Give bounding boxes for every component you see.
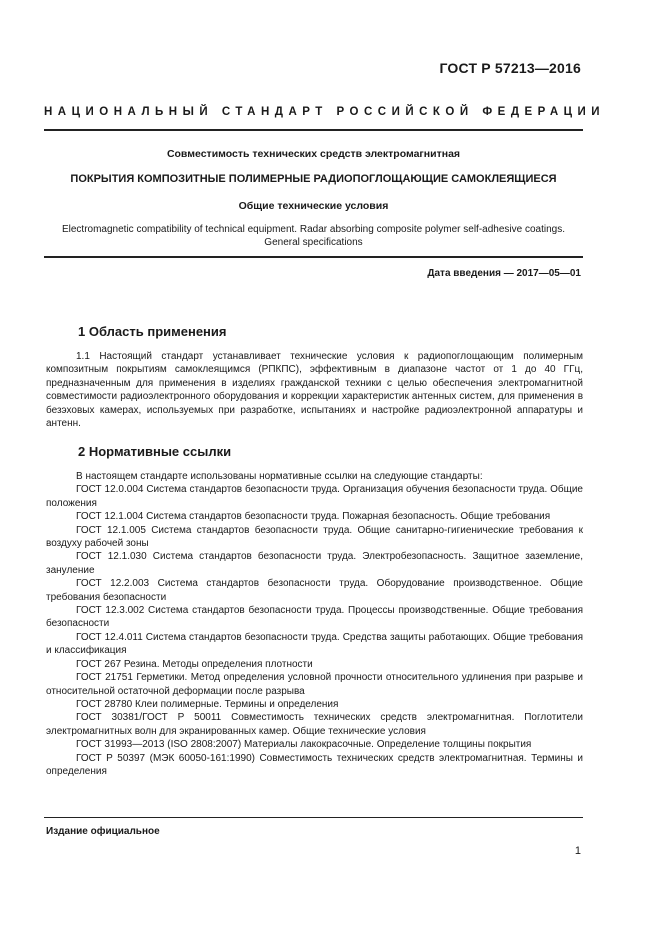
references-intro: В настоящем стандарте использованы нормативные ссылки на следующие стандарты: [76, 471, 483, 482]
section-1-title: 1 Область применения [78, 324, 227, 339]
national-standard-title: НАЦИОНАЛЬНЫЙ СТАНДАРТ РОССИЙСКОЙ ФЕДЕРАЦИИ [44, 106, 606, 118]
reference-item: ГОСТ 12.0.004 Система стандартов безопасности труда. Организация обучения безопасности труда. Общие положения [46, 484, 583, 509]
header-rule [44, 129, 583, 131]
english-title [44, 224, 583, 249]
reference-item: ГОСТ 12.1.004 Система стандартов безопасности труда. Пожарная безопасность. Общие требования [76, 511, 551, 523]
english-title-line-1: Electromagnetic compatibility of technical equipment. Radar absorbing composite polymer self-adhesive coatings. [61, 224, 566, 235]
reference-item: ГОСТ 267 Резина. Методы определения плотности [76, 658, 313, 670]
standard-subtitle: Общие технические условия [238, 200, 389, 212]
reference-item: ГОСТ 12.1.005 Система стандартов безопасности труда. Общие санитарно-гигиенические требования к воздуху рабочей зоны [46, 524, 583, 550]
reference-item: ГОСТ Р 50397 (МЭК 60050-161:1990) Совместимость технических средств электромагнитная. Термины и определения [46, 752, 583, 777]
reference-item: ГОСТ 12.2.003 Система стандартов безопасности труда. Оборудование производственное. Общие требования безопасности [46, 578, 583, 603]
reference-item: ГОСТ 30381/ГОСТ Р 50011 Совместимость технических средств электромагнитная. Поглотители электромагнитных волн для экранированных камер. Общие технические условия [46, 712, 583, 737]
official-edition-label: Издание официальное [46, 826, 160, 837]
standard-family-title: Совместимость технических средств электромагнитная [166, 148, 461, 160]
reference-item: ГОСТ 21751 Герметики. Метод определения условной прочности относительного удлинения при разрыве и относительной остаточной деформации после разрыва [46, 672, 583, 697]
reference-item: ГОСТ 28780 Клеи полимерные. Термины и определения [76, 698, 339, 710]
page-number: 1 [574, 845, 581, 857]
introduction-date: Дата введения — 2017—05—01 [427, 268, 581, 279]
reference-item: ГОСТ 12.4.011 Система стандартов безопасности труда. Средства защиты работающих. Общие требования и классификация [46, 631, 583, 657]
title-block-rule [44, 256, 583, 258]
reference-item: ГОСТ 12.1.030 Система стандартов безопасности труда. Электробезопасность. Защитное заземление, зануление [46, 551, 583, 576]
normative-references-list [46, 470, 583, 778]
english-title-line-2: General specifications [264, 236, 363, 248]
reference-item: ГОСТ 31993—2013 (ISO 2808:2007) Материалы лакокрасочные. Определение толщины покрытия [76, 739, 532, 751]
section-1-paragraph: 1.1 Настоящий стандарт устанавливает технические условия к радиопоглощающим полимерным композитным покрытиям самоклеящимся (РПКПС), эффективным в диапазоне частот от 1 до 40 ГГц, предназначенным для применения в изделиях гражданской техники с целью обеспечения электромагнитной совместимости радиоэлектронного оборудования и коррекции характеристик антенных систем, для применения в безэховых камерах, используемых при разработке, испытаниях и настройке радиоэлектронной аппаратуры и антенн. [46, 351, 583, 430]
reference-item: ГОСТ 12.3.002 Система стандартов безопасности труда. Процессы производственные. Общие требования безопасности [46, 605, 583, 630]
section-2-title: 2 Нормативные ссылки [78, 444, 232, 459]
standard-main-title: ПОКРЫТИЯ КОМПОЗИТНЫЕ ПОЛИМЕРНЫЕ РАДИОПОГЛОЩАЮЩИЕ САМОКЛЕЯЩИЕСЯ [70, 173, 557, 185]
document-number: ГОСТ Р 57213—2016 [439, 60, 581, 76]
footer-rule [44, 817, 583, 818]
